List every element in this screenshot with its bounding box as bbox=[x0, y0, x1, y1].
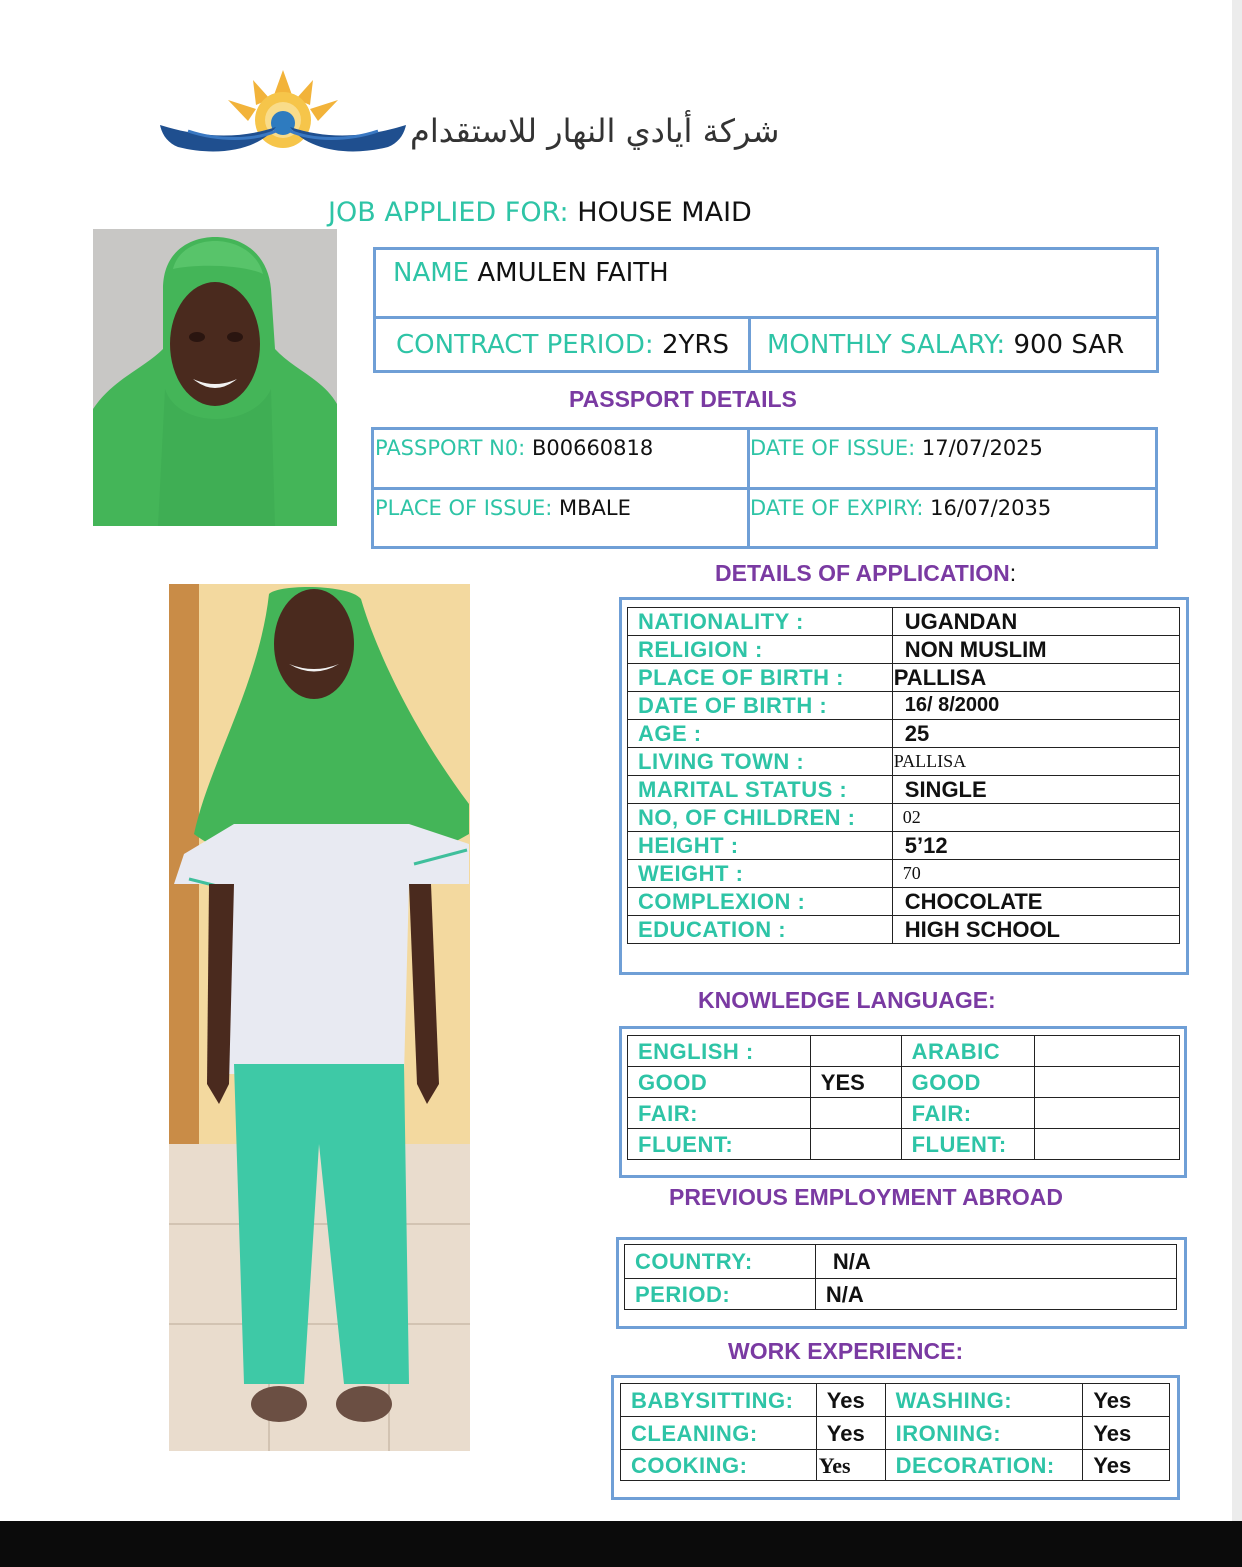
job-applied-line bbox=[328, 197, 752, 228]
experience-title: WORK EXPERIENCE: bbox=[728, 1338, 964, 1364]
col-divider bbox=[748, 316, 751, 370]
empty-cell bbox=[1035, 1129, 1180, 1160]
employment-table bbox=[624, 1244, 1177, 1310]
bottom-band bbox=[0, 1521, 1242, 1567]
contract-value: 2YRS bbox=[661, 330, 729, 360]
field-label: COMPLEXION : bbox=[628, 888, 893, 916]
arabic-fair-label: FAIR: bbox=[901, 1098, 1035, 1129]
field-label: PLACE OF BIRTH : bbox=[628, 664, 893, 692]
skill-value: Yes bbox=[816, 1384, 885, 1417]
row-divider bbox=[374, 487, 1155, 490]
english-fluent-label: FLUENT: bbox=[628, 1129, 811, 1160]
passport-no-value: B00660818 bbox=[531, 436, 654, 460]
empty-cell bbox=[810, 1098, 901, 1129]
contract-label: CONTRACT PERIOD: bbox=[396, 330, 654, 360]
full-body-photo bbox=[169, 584, 470, 1451]
field-label: NO, OF CHILDREN : bbox=[628, 804, 893, 832]
table-row bbox=[628, 636, 1180, 664]
issue-place-label: PLACE OF ISSUE: bbox=[375, 496, 553, 520]
english-header: ENGLISH : bbox=[628, 1036, 811, 1067]
row-divider bbox=[376, 316, 1156, 319]
job-label: JOB APPLIED FOR: bbox=[328, 197, 569, 228]
field-label: MARITAL STATUS : bbox=[628, 776, 893, 804]
field-value: 25 bbox=[892, 720, 1179, 748]
field-value: PALLISA bbox=[892, 664, 1179, 692]
skill-label: CLEANING: bbox=[621, 1417, 817, 1450]
application-title bbox=[715, 560, 1016, 587]
passport-no-label: PASSPORT N0: bbox=[375, 436, 526, 460]
empty-cell bbox=[810, 1129, 901, 1160]
empty-cell bbox=[1035, 1067, 1180, 1098]
skill-label: BABYSITTING: bbox=[621, 1384, 817, 1417]
empty-cell bbox=[1035, 1098, 1180, 1129]
issue-date-label: DATE OF ISSUE: bbox=[750, 436, 916, 460]
application-title-text: DETAILS OF APPLICATION bbox=[715, 560, 1010, 586]
name-value: AMULEN FAITH bbox=[477, 258, 669, 288]
field-label: DATE OF BIRTH : bbox=[628, 692, 893, 720]
table-row bbox=[621, 1450, 1170, 1481]
table-row bbox=[628, 720, 1180, 748]
field-label: RELIGION : bbox=[628, 636, 893, 664]
passport-box bbox=[371, 427, 1158, 549]
language-table bbox=[627, 1035, 1180, 1160]
experience-table bbox=[620, 1383, 1170, 1481]
table-row bbox=[628, 692, 1180, 720]
arabic-header: ARABIC bbox=[901, 1036, 1035, 1067]
arabic-good-label: GOOD bbox=[901, 1067, 1035, 1098]
field-value: PALLISA bbox=[892, 748, 1179, 776]
expiry-date-value: 16/07/2035 bbox=[930, 496, 1052, 520]
empty-cell bbox=[1035, 1036, 1180, 1067]
issue-place-value: MBALE bbox=[559, 496, 631, 520]
english-good-label: GOOD bbox=[628, 1067, 811, 1098]
application-table bbox=[627, 607, 1180, 944]
table-row bbox=[625, 1279, 1177, 1310]
name-label: NAME bbox=[393, 258, 470, 288]
field-value: HIGH SCHOOL bbox=[892, 916, 1179, 944]
table-row bbox=[628, 664, 1180, 692]
table-row bbox=[628, 860, 1180, 888]
passport-no bbox=[375, 436, 653, 460]
table-row bbox=[628, 1129, 1180, 1160]
field-label: HEIGHT : bbox=[628, 832, 893, 860]
passport-title: PASSPORT DETAILS bbox=[569, 386, 797, 412]
skill-label: WASHING: bbox=[885, 1384, 1083, 1417]
skill-label: COOKING: bbox=[621, 1450, 817, 1481]
table-row bbox=[621, 1384, 1170, 1417]
table-row bbox=[628, 1098, 1180, 1129]
field-value: 5’12 bbox=[892, 832, 1179, 860]
issue-date-value: 17/07/2025 bbox=[921, 436, 1043, 460]
skill-value: Yes bbox=[1083, 1417, 1170, 1450]
table-row bbox=[628, 832, 1180, 860]
empty-cell bbox=[810, 1036, 901, 1067]
table-row bbox=[625, 1245, 1177, 1279]
table-row bbox=[628, 804, 1180, 832]
skill-label: DECORATION: bbox=[885, 1450, 1083, 1481]
english-fair-label: FAIR: bbox=[628, 1098, 811, 1129]
contract-row bbox=[396, 330, 729, 360]
english-good-value: YES bbox=[810, 1067, 901, 1098]
skill-value: Yes bbox=[1083, 1384, 1170, 1417]
table-row bbox=[621, 1417, 1170, 1450]
language-title: KNOWLEDGE LANGUAGE: bbox=[698, 987, 996, 1013]
table-row bbox=[628, 748, 1180, 776]
table-row bbox=[628, 888, 1180, 916]
skill-label: IRONING: bbox=[885, 1417, 1083, 1450]
field-label: EDUCATION : bbox=[628, 916, 893, 944]
country-label: COUNTRY: bbox=[625, 1245, 816, 1279]
expiry-date bbox=[750, 496, 1051, 520]
issue-place bbox=[375, 496, 631, 520]
field-label: WEIGHT : bbox=[628, 860, 893, 888]
table-row bbox=[628, 608, 1180, 636]
skill-value: Yes bbox=[1083, 1450, 1170, 1481]
skill-value: Yes bbox=[816, 1417, 885, 1450]
company-name-arabic: شركة أيادي النهار للاستقدام bbox=[410, 112, 780, 150]
salary-row bbox=[767, 330, 1124, 360]
field-value: 16/ 8/2000 bbox=[892, 692, 1179, 720]
field-label: NATIONALITY : bbox=[628, 608, 893, 636]
arabic-fluent-label: FLUENT: bbox=[901, 1129, 1035, 1160]
employment-title: PREVIOUS EMPLOYMENT ABROAD bbox=[669, 1184, 1064, 1210]
issue-date bbox=[750, 436, 1043, 460]
salary-label: MONTHLY SALARY: bbox=[767, 330, 1006, 360]
table-row bbox=[628, 776, 1180, 804]
field-value: NON MUSLIM bbox=[892, 636, 1179, 664]
name-row bbox=[393, 258, 669, 288]
country-value: N/A bbox=[815, 1245, 1176, 1279]
period-label: PERIOD: bbox=[625, 1279, 816, 1310]
company-logo bbox=[158, 65, 408, 165]
salary-value: 900 SAR bbox=[1013, 330, 1125, 360]
job-value: HOUSE MAID bbox=[577, 197, 752, 228]
skill-value: Yes bbox=[816, 1450, 885, 1481]
field-value: CHOCOLATE bbox=[892, 888, 1179, 916]
table-row bbox=[628, 1067, 1180, 1098]
field-value: 02 bbox=[892, 804, 1179, 832]
expiry-date-label: DATE OF EXPIRY: bbox=[750, 496, 924, 520]
table-row bbox=[628, 916, 1180, 944]
period-value: N/A bbox=[815, 1279, 1176, 1310]
table-row bbox=[628, 1036, 1180, 1067]
field-value: UGANDAN bbox=[892, 608, 1179, 636]
field-label: LIVING TOWN : bbox=[628, 748, 893, 776]
field-label: AGE : bbox=[628, 720, 893, 748]
page-edge bbox=[1232, 0, 1242, 1521]
field-value: SINGLE bbox=[892, 776, 1179, 804]
portrait-photo bbox=[93, 229, 337, 526]
name-box bbox=[373, 247, 1159, 373]
application-title-suffix: : bbox=[1009, 560, 1017, 586]
field-value: 70 bbox=[892, 860, 1179, 888]
